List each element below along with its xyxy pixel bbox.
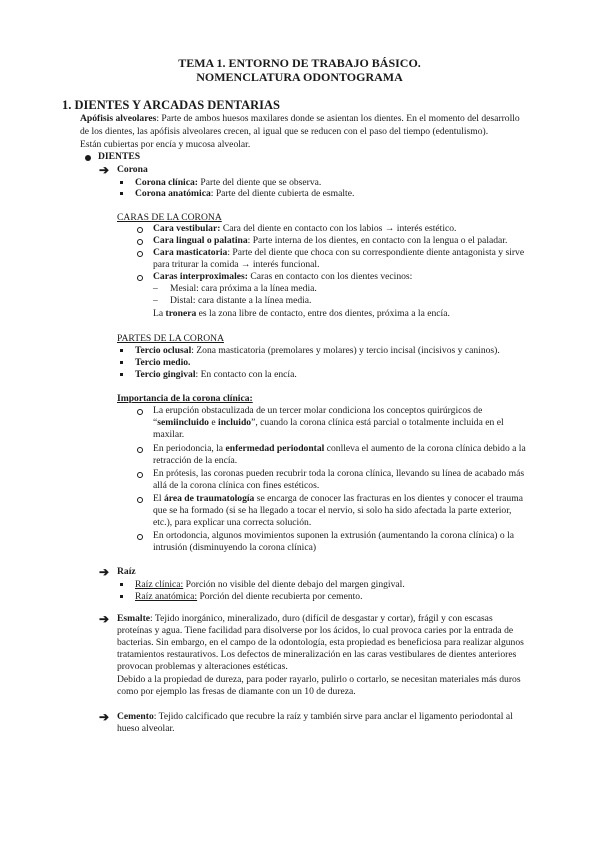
importancia-heading: Importancia de la corona clínica: [117, 393, 253, 404]
tercio-gingival-label: Tercio gingival [135, 369, 196, 380]
importancia-item4-line3: etc.), para explicar una correcta solución. [153, 517, 312, 528]
apofisis-paragraph-line2: de los dientes, las apófisis alveolares crecen, al igual que se reducen con el paso del tiempo (edentulismo). [80, 126, 489, 137]
bullet-square-icon [120, 181, 123, 184]
esmalte-label: Esmalte [117, 613, 151, 624]
bullet-circle-icon [137, 447, 143, 453]
partes-heading: PARTES DE LA CORONA [117, 333, 225, 344]
enfermedad-periodontal-term: enfermedad periodontal [225, 443, 325, 454]
cara-masticatoria-item [153, 247, 524, 259]
tronera-text: es la zona libre de contacto, entre dos dientes, próxima a la encía. [196, 308, 450, 319]
importancia-item1-line1: La erupción obstaculizada de un tercer molar condiciona los conceptos quirúrgicos de [153, 405, 483, 416]
arrow-right-icon: ➔ [99, 565, 110, 579]
dash-bullet-icon: – [153, 295, 158, 306]
importancia-item3-line2: allá de la corona clínica con fines estéticos. [153, 480, 320, 491]
raiz-anatomica-text: Porción del diente recubierta por cemento. [197, 591, 363, 602]
dash-bullet-icon: – [153, 283, 158, 294]
esmalte-line2: proteínas y agua. Tiene facilidad para disolverse por los ácidos, lo cual provoca caries por la entrada de [117, 625, 514, 636]
apofisis-paragraph-line3: Están cubiertas por encía y mucosa alveolar. [80, 139, 251, 150]
corona-anatomica-item [135, 188, 354, 200]
periodoncia-pre: En periodoncia, la [153, 443, 226, 454]
apofisis-text: : Parte de ambos huesos maxilares donde se asientan los dientes. En el momento del desarrollo [156, 113, 520, 124]
corona-anatomica-label: Corona anatómica [135, 188, 211, 199]
tercio-oclusal-text: : Zona masticatoria (premolares y molares) y tercio incisal (incisivos y caninos). [191, 345, 500, 356]
incluido-term: incluido [218, 417, 252, 428]
bullet-circle-icon [137, 497, 143, 503]
corona-anatomica-text: : Parte del diente cubierta de esmalte. [210, 188, 355, 199]
tercio-oclusal-label: Tercio oclusal [135, 345, 192, 356]
caras-interproximales-label: Caras interproximales: [153, 271, 248, 282]
importancia-item4-line1 [153, 493, 523, 505]
apofisis-label: Apófisis alveolares [80, 113, 157, 124]
importancia-item2-line2: retracción de la encía. [153, 455, 238, 466]
arrow-right-icon: ➔ [99, 612, 110, 626]
cara-lingual-text: : Parte interna de los dientes, en contacto con la lengua o el paladar. [247, 235, 508, 246]
apofisis-paragraph-line1 [80, 113, 520, 125]
cemento-line1 [117, 711, 513, 723]
esmalte-line3: bacterias. Sin embargo, en el campo de la odontología, esta propiedad es beneficiosa para realizar algunos [117, 637, 524, 648]
bullet-circle-icon [137, 239, 143, 245]
area-traumatologia-term: área de traumatología [163, 493, 255, 504]
bullet-square-icon [120, 373, 123, 376]
semiincluido-term: semiincluido [157, 417, 209, 428]
bullet-dot-icon [85, 155, 91, 161]
esmalte-line4: tratamientos restaurativos. Los defectos de mineralización en las caras vestibulares de dientes anteriores [117, 649, 517, 660]
tronera-note [153, 308, 450, 320]
raiz-clinica-label: Raíz clínica: [135, 579, 184, 590]
raiz-clinica-item [135, 579, 405, 591]
bullet-square-icon [120, 583, 123, 586]
importancia-item3-line1: En prótesis, las coronas pueden recubrir toda la corona clínica, llevando su línea de acabado más [153, 468, 525, 479]
bullet-square-icon [120, 361, 123, 364]
bullet-square-icon [120, 192, 123, 195]
traumatologia-rest: se encarga de conocer las fracturas en los dientes y conocer el trauma [254, 493, 523, 504]
bullet-circle-icon [137, 472, 143, 478]
tronera-pre: La [153, 308, 166, 319]
bullet-circle-icon [137, 251, 143, 257]
cemento-label: Cemento [117, 711, 154, 722]
importancia-item4-line2: que se ha formado (si se ha llegado a tocar el nervio, si solo ha sido afectada la parte exterior, [153, 505, 512, 516]
tercio-oclusal-item [135, 345, 500, 357]
caras-interproximales-item [153, 271, 412, 283]
cara-lingual-label: Cara lingual o palatina [153, 235, 248, 246]
caras-interproximales-text: Caras en contacto con los dientes vecinos: [247, 271, 413, 282]
bullet-circle-icon [137, 534, 143, 540]
cara-vestibular-item [153, 223, 456, 235]
esmalte-line7: como por ejemplo las fresas de diamante con un 10 de dureza. [117, 686, 356, 697]
importancia-item1-line2 [153, 417, 504, 429]
cara-vestibular-text: Cara del diente en contacto con los labios → interés estético. [220, 223, 457, 234]
dientes-heading: DIENTES [98, 151, 141, 162]
corona-clinica-text: Parte del diente que se observa. [197, 177, 322, 188]
cemento-text: : Tejido calcificado que recubre la raíz y también sirve para anclar el ligamento periodontal al [153, 711, 513, 722]
raiz-clinica-text: Porción no visible del diente debajo del margen gingival. [183, 579, 405, 590]
cara-masticatoria-line2: para triturar la comida → interés funcional. [153, 259, 320, 270]
importancia-item2-line1 [153, 443, 526, 455]
importancia-item5-line1: En ortodoncia, algunos movimientos suponen la extrusión (aumentando la corona clínica) o la [153, 530, 515, 541]
tercio-gingival-item [135, 369, 297, 381]
cara-lingual-item [153, 235, 507, 247]
corona-heading: Corona [117, 164, 148, 175]
doc-title-line2: NOMENCLATURA ODONTOGRAMA [196, 70, 403, 84]
esmalte-line1 [117, 613, 493, 625]
raiz-anatomica-label: Raíz anatómica: [135, 591, 198, 602]
esmalte-line6: Debido a la propiedad de dureza, para poder rayarlo, pulirlo o cortarlo, se necesitan materiales más duros [117, 674, 521, 685]
importancia-item5-line2: intrusión (disminuyendo la corona clínica) [153, 542, 317, 553]
bullet-circle-icon [137, 227, 143, 233]
quote-open: “ [153, 417, 158, 428]
cara-masticatoria-text: : Parte del diente que choca con su correspondiente diente antagonista y sirve [227, 247, 525, 258]
traumatologia-pre: El [153, 493, 164, 504]
arrow-right-icon: ➔ [99, 163, 110, 177]
esmalte-text: : Tejido inorgánico, mineralizado, duro (difícil de desgastar y cortar), frágil y con escasas [150, 613, 493, 624]
cemento-line2: hueso alveolar. [117, 723, 175, 734]
raiz-anatomica-item [135, 591, 363, 603]
tercio-medio-item: Tercio medio. [135, 357, 191, 368]
cara-masticatoria-label: Cara masticatoria [153, 247, 228, 258]
raiz-heading: Raíz [117, 566, 136, 577]
importancia-item1-line3: maxilar. [153, 429, 185, 440]
bullet-circle-icon [137, 275, 143, 281]
tercio-gingival-text: : En contacto con la encía. [195, 369, 297, 380]
periodoncia-rest: conlleva el aumento de la corona clínica debido a la [324, 443, 526, 454]
esmalte-line5: provocan problemas y alteraciones estéticas. [117, 661, 288, 672]
connector-e: e [208, 417, 219, 428]
distal-item: Distal: cara distante a la línea media. [170, 295, 312, 306]
bullet-square-icon [120, 595, 123, 598]
arrow-right-icon: ➔ [99, 710, 110, 724]
doc-title-line1: TEMA 1. ENTORNO DE TRABAJO BÁSICO. [178, 56, 421, 70]
caras-heading: CARAS DE LA CORONA [117, 212, 222, 223]
mesial-item: Mesial: cara próxima a la línea media. [170, 283, 317, 294]
cara-vestibular-label: Cara vestibular: [153, 223, 221, 234]
tronera-label: tronera [165, 308, 197, 319]
corona-clinica-label: Corona clínica: [135, 177, 198, 188]
importancia-item1-rest: ”, cuando la corona clínica está parcial o totalmente incluida en el [251, 417, 504, 428]
bullet-square-icon [120, 349, 123, 352]
bullet-circle-icon [137, 409, 143, 415]
section-heading: 1. DIENTES Y ARCADAS DENTARIAS [62, 98, 280, 112]
